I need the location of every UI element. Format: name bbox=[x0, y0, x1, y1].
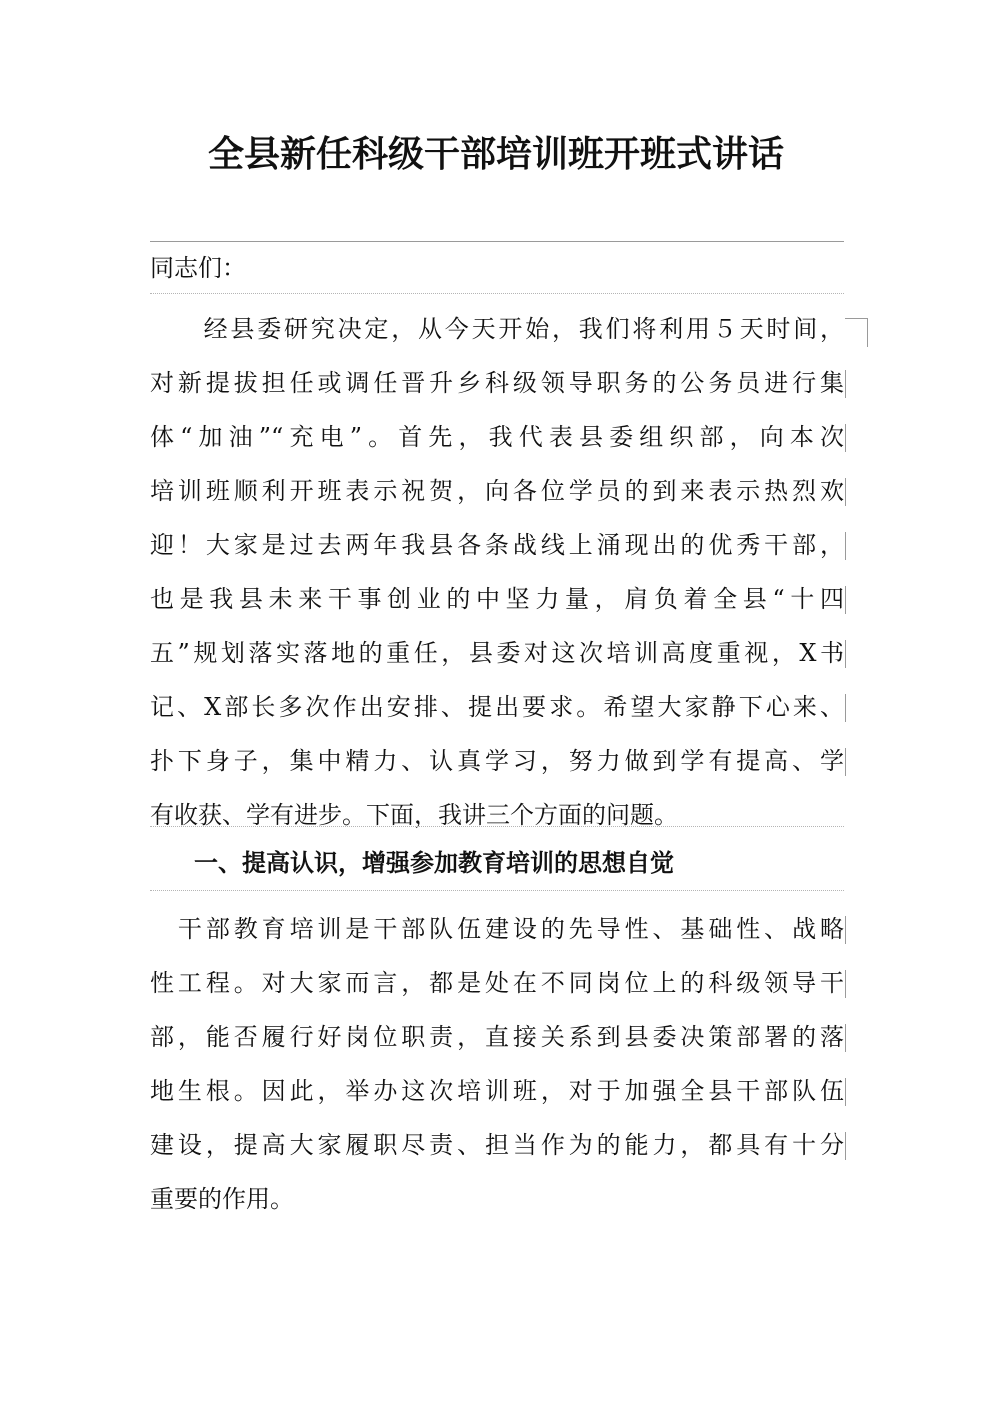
paragraph-1 bbox=[150, 302, 844, 842]
section-divider bbox=[150, 890, 844, 891]
section-divider bbox=[150, 826, 844, 827]
paragraph-line: 干部教育培训是干部队伍建设的先导性、基础性、战略 bbox=[150, 915, 844, 943]
paragraph-line: 地生根。因此，举办这次培训班，对于加强全县干部队伍 bbox=[150, 1077, 844, 1105]
section-heading: 一、提高认识，增强参加教育培训的思想自觉 bbox=[194, 848, 674, 877]
section-divider bbox=[150, 293, 844, 294]
paragraph-2 bbox=[150, 902, 844, 1226]
paragraph-line: 记、X部长多次作出安排、提出要求。希望大家静下心来、 bbox=[150, 693, 844, 721]
paragraph-line: 重要的作用。 bbox=[150, 1185, 294, 1213]
paragraph-line: 五”规划落实落地的重任，县委对这次培训高度重视，X书 bbox=[150, 639, 844, 667]
paragraph-line: 迎！大家是过去两年我县各条战线上涌现出的优秀干部， bbox=[150, 531, 844, 559]
paragraph-line: 经县委研究决定，从今天开始，我们将利用５天时间， bbox=[150, 315, 844, 343]
paragraph-line: 培训班顺利开班表示祝贺，向各位学员的到来表示热烈欢 bbox=[150, 477, 844, 505]
paragraph-line: 建设，提高大家履职尽责、担当作为的能力，都具有十分 bbox=[150, 1131, 844, 1159]
paragraph-line: 也是我县未来干事创业的中坚力量，肩负着全县“十四 bbox=[150, 585, 844, 613]
salutation: 同志们： bbox=[150, 254, 246, 282]
paragraph-line: 部，能否履行好岗位职责，直接关系到县委决策部署的落 bbox=[150, 1023, 844, 1051]
header-rule bbox=[150, 241, 844, 242]
paragraph-line: 性工程。对大家而言，都是处在不同岗位上的科级领导干 bbox=[150, 969, 844, 997]
paragraph-line: 扑下身子，集中精力、认真学习，努力做到学有提高、学 bbox=[150, 747, 844, 775]
margin-corner-mark bbox=[845, 318, 868, 347]
paragraph-line: 有收获、学有进步。下面，我讲三个方面的问题。 bbox=[150, 801, 678, 829]
document-title: 全县新任科级干部培训班开班式讲话 bbox=[207, 133, 784, 175]
paragraph-line: 体“加油”“充电”。首先，我代表县委组织部，向本次 bbox=[150, 423, 844, 451]
paragraph-line: 对新提拔担任或调任晋升乡科级领导职务的公务员进行集 bbox=[150, 369, 844, 397]
